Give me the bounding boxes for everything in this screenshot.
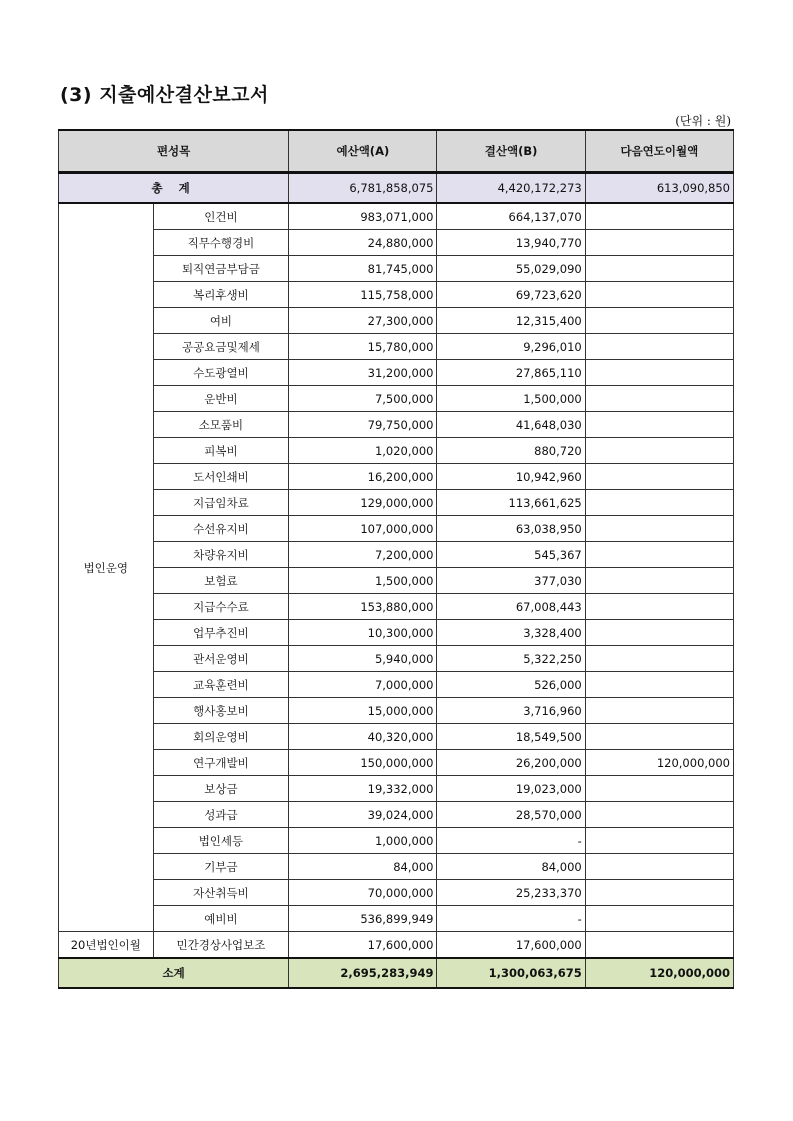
budget-cell: 1,500,000	[289, 568, 437, 594]
grand-total-carryover: 613,090,850	[585, 173, 733, 204]
table-row	[59, 828, 734, 854]
settlement-cell: 880,720	[437, 438, 585, 464]
budget-cell: 24,880,000	[289, 230, 437, 256]
carryover-cell	[585, 724, 733, 750]
header-budget: 예산액(A)	[289, 130, 437, 173]
subtotal-carryover: 120,000,000	[585, 958, 733, 988]
carryover-cell	[585, 880, 733, 906]
item-cell: 행사홍보비	[153, 698, 289, 724]
carryover-cell	[585, 490, 733, 516]
page-title: (3) 지출예산결산보고서	[60, 84, 269, 106]
settlement-cell: 377,030	[437, 568, 585, 594]
budget-cell: 1,000,000	[289, 828, 437, 854]
carryover-cell	[585, 802, 733, 828]
budget-cell: 7,000,000	[289, 672, 437, 698]
settlement-cell: 1,500,000	[437, 386, 585, 412]
table-row	[59, 308, 734, 334]
budget-cell: 19,332,000	[289, 776, 437, 802]
category-cell: 법인운영	[59, 203, 154, 932]
item-cell: 수선유지비	[153, 516, 289, 542]
settlement-cell: 12,315,400	[437, 308, 585, 334]
settlement-cell: 526,000	[437, 672, 585, 698]
carryover-cell	[585, 646, 733, 672]
carryover-cell	[585, 776, 733, 802]
item-cell: 직무수행경비	[153, 230, 289, 256]
item-cell: 기부금	[153, 854, 289, 880]
item-cell: 피복비	[153, 438, 289, 464]
settlement-cell: 69,723,620	[437, 282, 585, 308]
budget-cell: 536,899,949	[289, 906, 437, 932]
settlement-cell: 28,570,000	[437, 802, 585, 828]
settlement-cell: 26,200,000	[437, 750, 585, 776]
carryover-cell	[585, 412, 733, 438]
budget-cell: 150,000,000	[289, 750, 437, 776]
table-row	[59, 594, 734, 620]
settlement-cell: 55,029,090	[437, 256, 585, 282]
carryover-cell	[585, 438, 733, 464]
settlement-cell: 25,233,370	[437, 880, 585, 906]
item-cell: 여비	[153, 308, 289, 334]
table-row	[59, 542, 734, 568]
item-cell: 업무추진비	[153, 620, 289, 646]
header-row	[59, 130, 734, 173]
carryover-cell	[585, 516, 733, 542]
carryover-cell	[585, 464, 733, 490]
settlement-cell: 3,328,400	[437, 620, 585, 646]
carryover-cell	[585, 386, 733, 412]
carryover-cell	[585, 256, 733, 282]
budget-cell: 1,020,000	[289, 438, 437, 464]
settlement-cell: 13,940,770	[437, 230, 585, 256]
carryover-cell	[585, 282, 733, 308]
table-row	[59, 568, 734, 594]
item-cell: 민간경상사업보조	[153, 932, 289, 959]
carryover-cell	[585, 203, 733, 230]
table-row	[59, 776, 734, 802]
budget-cell: 107,000,000	[289, 516, 437, 542]
settlement-cell: 10,942,960	[437, 464, 585, 490]
budget-cell: 81,745,000	[289, 256, 437, 282]
carryover-cell	[585, 672, 733, 698]
item-cell: 성과급	[153, 802, 289, 828]
budget-cell: 7,200,000	[289, 542, 437, 568]
table-row	[59, 334, 734, 360]
settlement-cell: 9,296,010	[437, 334, 585, 360]
budget-cell: 115,758,000	[289, 282, 437, 308]
table-row	[59, 360, 734, 386]
carryover-cell	[585, 854, 733, 880]
table-row	[59, 438, 734, 464]
budget-cell: 983,071,000	[289, 203, 437, 230]
grand-total-row	[59, 173, 734, 204]
header-carryover: 다음연도이월액	[585, 130, 733, 173]
subtotal-settlement: 1,300,063,675	[437, 958, 585, 988]
item-cell: 예비비	[153, 906, 289, 932]
budget-cell: 70,000,000	[289, 880, 437, 906]
carryover-cell	[585, 906, 733, 932]
settlement-cell: 18,549,500	[437, 724, 585, 750]
item-cell: 법인세등	[153, 828, 289, 854]
carryover-cell	[585, 932, 733, 959]
table-row	[59, 464, 734, 490]
table-row	[59, 620, 734, 646]
item-cell: 복리후생비	[153, 282, 289, 308]
settlement-cell: 664,137,070	[437, 203, 585, 230]
settlement-cell: 19,023,000	[437, 776, 585, 802]
carryover-cell	[585, 698, 733, 724]
budget-cell: 10,300,000	[289, 620, 437, 646]
carryover-cell	[585, 360, 733, 386]
table-row	[59, 516, 734, 542]
subtotal-row	[59, 958, 734, 988]
budget-cell: 16,200,000	[289, 464, 437, 490]
budget-cell: 15,780,000	[289, 334, 437, 360]
budget-cell: 31,200,000	[289, 360, 437, 386]
budget-cell: 17,600,000	[289, 932, 437, 959]
unit-note: (단위 : 원)	[675, 114, 731, 128]
budget-cell: 5,940,000	[289, 646, 437, 672]
table-row	[59, 802, 734, 828]
expenditure-budget-table	[58, 129, 734, 989]
item-cell: 보상금	[153, 776, 289, 802]
table-row	[59, 646, 734, 672]
settlement-cell: -	[437, 906, 585, 932]
carryover-cell	[585, 620, 733, 646]
budget-cell: 84,000	[289, 854, 437, 880]
item-cell: 관서운영비	[153, 646, 289, 672]
carryover-cell	[585, 594, 733, 620]
budget-cell: 153,880,000	[289, 594, 437, 620]
item-cell: 퇴직연금부담금	[153, 256, 289, 282]
table-row	[59, 880, 734, 906]
item-cell: 자산취득비	[153, 880, 289, 906]
settlement-cell: 17,600,000	[437, 932, 585, 959]
table-row	[59, 203, 734, 230]
settlement-cell: 5,322,250	[437, 646, 585, 672]
item-cell: 연구개발비	[153, 750, 289, 776]
carryover-cell	[585, 828, 733, 854]
grand-total-settlement: 4,420,172,273	[437, 173, 585, 204]
settlement-cell: -	[437, 828, 585, 854]
budget-cell: 40,320,000	[289, 724, 437, 750]
item-cell: 교육훈련비	[153, 672, 289, 698]
carryover-cell	[585, 230, 733, 256]
table-row	[59, 698, 734, 724]
budget-cell: 7,500,000	[289, 386, 437, 412]
carryover-cell	[585, 308, 733, 334]
item-cell: 운반비	[153, 386, 289, 412]
subtotal-budget: 2,695,283,949	[289, 958, 437, 988]
table-row	[59, 906, 734, 932]
item-cell: 도서인쇄비	[153, 464, 289, 490]
table-row	[59, 282, 734, 308]
item-cell: 인건비	[153, 203, 289, 230]
table-row	[59, 386, 734, 412]
item-cell: 회의운영비	[153, 724, 289, 750]
settlement-cell: 84,000	[437, 854, 585, 880]
settlement-cell: 41,648,030	[437, 412, 585, 438]
carryover-cell	[585, 542, 733, 568]
settlement-cell: 545,367	[437, 542, 585, 568]
carryover-cell: 120,000,000	[585, 750, 733, 776]
table-row	[59, 230, 734, 256]
budget-cell: 79,750,000	[289, 412, 437, 438]
settlement-cell: 27,865,110	[437, 360, 585, 386]
table-row	[59, 750, 734, 776]
category-cell: 20년법인이월	[59, 932, 154, 959]
item-cell: 수도광열비	[153, 360, 289, 386]
table-row	[59, 854, 734, 880]
table-row	[59, 490, 734, 516]
settlement-cell: 113,661,625	[437, 490, 585, 516]
item-cell: 공공요금및제세	[153, 334, 289, 360]
budget-cell: 15,000,000	[289, 698, 437, 724]
settlement-cell: 3,716,960	[437, 698, 585, 724]
grand-total-label: 총 계	[59, 173, 289, 204]
table-row	[59, 412, 734, 438]
settlement-cell: 63,038,950	[437, 516, 585, 542]
settlement-cell: 67,008,443	[437, 594, 585, 620]
item-cell: 지급수수료	[153, 594, 289, 620]
header-settlement: 결산액(B)	[437, 130, 585, 173]
item-cell: 보험료	[153, 568, 289, 594]
carryover-cell	[585, 568, 733, 594]
header-item: 편성목	[59, 130, 289, 173]
item-cell: 지급임차료	[153, 490, 289, 516]
table-row	[59, 672, 734, 698]
budget-cell: 39,024,000	[289, 802, 437, 828]
budget-cell: 27,300,000	[289, 308, 437, 334]
subtotal-label: 소계	[59, 958, 289, 988]
carryover-cell	[585, 334, 733, 360]
item-cell: 소모품비	[153, 412, 289, 438]
table-row	[59, 932, 734, 959]
item-cell: 차량유지비	[153, 542, 289, 568]
grand-total-budget: 6,781,858,075	[289, 173, 437, 204]
table-row	[59, 724, 734, 750]
table-row	[59, 256, 734, 282]
budget-cell: 129,000,000	[289, 490, 437, 516]
